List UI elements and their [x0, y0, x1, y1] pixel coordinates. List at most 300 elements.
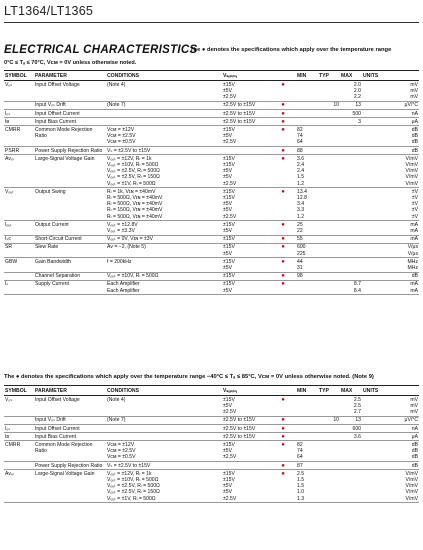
min-cell: [296, 396, 318, 417]
supply-cell-line: ±15V: [223, 396, 235, 403]
conditions-cell-line: Vₛ = ±2.5V to ±15V: [107, 147, 151, 154]
supply-cell: [222, 280, 270, 294]
supply-cell-line: ±5V: [223, 168, 233, 175]
supply-cell: [222, 147, 270, 155]
parameter-cell: Short-Circuit Current: [34, 235, 106, 243]
supply-cell-line: ±2.5V: [223, 409, 237, 416]
parameter-cell: Common Mode Rejection Ratio: [34, 126, 106, 147]
symbol-cell: Iₒᵤₜ: [4, 221, 34, 235]
supply-cell-line: ±5V: [223, 489, 233, 496]
temp-range-dot-icon: ●: [270, 118, 296, 126]
max-cell-line: 13: [355, 417, 361, 424]
units-cell-line: V/μs: [407, 250, 418, 257]
conditions-cell: [106, 396, 222, 417]
typ-cell: [318, 235, 340, 243]
supply-cell-line: ±5V: [223, 201, 233, 208]
typ-cell: [318, 155, 340, 188]
parameter-cell: Input Offset Current: [34, 425, 106, 433]
min-cell: [296, 416, 318, 424]
supply-cell-line: ±15V: [223, 155, 235, 162]
units-cell: [362, 101, 419, 109]
units-cell-line: mA: [410, 236, 418, 243]
units-cell-line: mA: [410, 221, 418, 228]
table-row: [4, 110, 419, 118]
max-cell-line: 500: [352, 110, 361, 117]
parameter-cell: Supply Current: [34, 280, 106, 294]
units-cell-line: dB: [411, 147, 418, 154]
min-cell-line: 44: [297, 258, 303, 265]
units-cell: [362, 126, 419, 147]
max-cell-line: 8.7: [353, 281, 361, 288]
min-cell: [296, 462, 318, 470]
supply-cell-line: ±5V: [223, 264, 233, 271]
supply-cell-line: ±2.5V: [223, 454, 237, 461]
units-cell-line: mA: [410, 281, 418, 288]
conditions-cell: [106, 147, 222, 155]
conditions-cell-line: Vᴄᴍ = ±0.5V: [107, 454, 136, 461]
units-cell-line: mV: [410, 402, 418, 409]
conditions-cell-line: Rₗ = 500Ω, Vɪɴ = ±40mV: [107, 194, 163, 201]
conditions-cell-line: (Note 4): [107, 396, 126, 403]
min-cell-line: 55: [297, 236, 303, 243]
max-cell: [340, 101, 362, 109]
table-row: [4, 147, 419, 155]
table-row: [4, 81, 419, 102]
units-cell-line: μV/°C: [404, 102, 418, 109]
supply-cell-line: ±15V: [223, 258, 235, 265]
conditions-cell-line: Rₗ = 1k, Vɪɴ = ±40mV: [107, 188, 156, 195]
section-note-text: The ● denotes the specifications which apply over the temperature range: [190, 47, 392, 53]
conditions-cell: [106, 118, 222, 126]
supply-cell: [222, 126, 270, 147]
min-cell-line: 31: [297, 264, 303, 271]
typ-cell: [318, 147, 340, 155]
col-symbol: SYMBOL: [4, 386, 34, 396]
conditions-cell-line: Vₒᵤₜ = ±2.5V, Rₗ = 150Ω: [107, 489, 160, 496]
conditions-cell-line: Rₗ = 500Ω, Vɪɴ = ±40mV: [107, 213, 163, 220]
typ-cell: [318, 272, 340, 280]
table-row: [4, 470, 419, 503]
typ-cell: [318, 101, 340, 109]
min-cell-line: 600: [297, 244, 306, 251]
units-cell-line: V/μs: [407, 244, 418, 251]
units-cell-line: V/mV: [405, 483, 418, 490]
min-cell: [296, 155, 318, 188]
units-cell-line: V/mV: [405, 155, 418, 162]
min-cell-line: 1.2: [297, 213, 305, 220]
symbol-cell: Iₛ: [4, 280, 34, 294]
units-cell-line: dB: [411, 126, 418, 133]
supply-cell-line: ±5V: [223, 174, 233, 181]
units-cell-line: V/mV: [405, 168, 418, 175]
min-cell: [296, 441, 318, 462]
symbol-cell: GBW: [4, 258, 34, 272]
supply-cell-line: ±15V: [223, 470, 235, 477]
header-rule: [4, 22, 419, 23]
conditions-cell: [106, 416, 222, 424]
conditions-cell-line: Vₒᵤₜ = ±3.3V: [107, 227, 135, 234]
supply-cell-line: ±2.5V: [223, 139, 237, 146]
supply-cell-line: ±15V: [223, 221, 235, 228]
conditions-cell-line: Vₒᵤₜ = ±10V, Rₗ = 500Ω: [107, 476, 159, 483]
min-cell: [296, 470, 318, 503]
conditions-cell-line: Vᴄᴍ = ±0.5V: [107, 139, 136, 146]
supply-cell-line: ±15V: [223, 441, 235, 448]
spec-table-1-body: [4, 81, 419, 295]
temp-range-dot-icon: ●: [270, 280, 296, 294]
parameter-cell: Input Offset Voltage: [34, 81, 106, 102]
col-typ: TYP: [318, 71, 340, 81]
temp-range-dot-icon: ●: [270, 221, 296, 235]
temp-range-dot-icon: ●: [270, 441, 296, 462]
max-cell-line: 3.6: [353, 433, 361, 440]
temp-range-dot-icon: ●: [270, 470, 296, 503]
typ-cell: [318, 110, 340, 118]
temp-range-dot-icon: ●: [270, 81, 296, 102]
units-cell-line: mA: [410, 287, 418, 294]
supply-cell-line: ±5V: [223, 448, 233, 455]
units-cell: [362, 155, 419, 188]
max-cell: [340, 118, 362, 126]
units-cell: [362, 416, 419, 424]
col-dot: [270, 71, 296, 81]
section-note: [190, 47, 391, 53]
conditions-cell: [106, 126, 222, 147]
conditions-cell: [106, 280, 222, 294]
parameter-cell: Gain Bandwidth: [34, 258, 106, 272]
parameter-cell: Channel Separation: [34, 272, 106, 280]
supply-cell: [222, 243, 270, 257]
col-max: MAX: [340, 386, 362, 396]
units-cell-line: μA: [411, 118, 418, 125]
conditions-cell-line: f = 200kHz: [107, 258, 132, 265]
max-cell: [340, 441, 362, 462]
temp-range-dot-icon: ●: [270, 433, 296, 441]
temp-range-dot-icon: ●: [270, 416, 296, 424]
supply-cell: [222, 272, 270, 280]
supply-cell: [222, 396, 270, 417]
conditions-cell: [106, 258, 222, 272]
max-cell-line: 3: [358, 118, 361, 125]
symbol-cell: [4, 416, 34, 424]
min-cell: [296, 110, 318, 118]
supply-cell-line: ±2.5V to ±15V: [223, 118, 256, 125]
page-header: LT1364/LT1365: [4, 4, 94, 18]
min-cell: [296, 235, 318, 243]
units-cell: [362, 221, 419, 235]
units-cell-line: mV: [410, 396, 418, 403]
supply-cell: [222, 235, 270, 243]
typ-cell: [318, 188, 340, 221]
min-cell-line: 2.5: [297, 470, 305, 477]
symbol-cell: [4, 462, 34, 470]
conditions-cell: [106, 425, 222, 433]
supply-cell: [222, 433, 270, 441]
symbol-cell: Aᴠₒₗ: [4, 470, 34, 503]
temp-range-dot-icon: ●: [270, 188, 296, 221]
conditions-cell-line: Vₒᵤₜ = 0V, Vɪɴ = ±3V: [107, 236, 154, 243]
units-cell: [362, 470, 419, 503]
min-cell: [296, 221, 318, 235]
max-cell: [340, 416, 362, 424]
temp-range-dot-icon: ●: [270, 155, 296, 188]
supply-cell-line: ±2.5V to ±15V: [223, 102, 256, 109]
symbol-cell: CMRR: [4, 441, 34, 462]
parameter-cell: Slew Rate: [34, 243, 106, 257]
symbol-cell: Aᴠₒₗ: [4, 155, 34, 188]
min-cell-line: 1.2: [297, 180, 305, 187]
symbol-cell: Iₛᴄ: [4, 235, 34, 243]
max-cell-line: 2.5: [353, 396, 361, 403]
units-cell-line: ±V: [411, 194, 418, 201]
supply-cell-line: ±5V: [223, 227, 233, 234]
conditions-cell-line: Vₒᵤₜ = ±10V, Rₗ = 500Ω: [107, 273, 159, 280]
col-conditions: CONDITIONS: [106, 386, 222, 396]
parameter-cell: Input Offset Current: [34, 110, 106, 118]
min-cell: [296, 280, 318, 294]
min-cell-line: 12.8: [297, 194, 307, 201]
symbol-cell: CMRR: [4, 126, 34, 147]
conditions-cell: [106, 243, 222, 257]
units-cell-line: dB: [411, 448, 418, 455]
col-typ: TYP: [318, 386, 340, 396]
temp-range-dot-icon: ●: [270, 147, 296, 155]
max-cell-line: 2.5: [353, 402, 361, 409]
max-cell-line: 600: [352, 425, 361, 432]
parameter-cell: Output Current: [34, 221, 106, 235]
units-cell-line: V/mV: [405, 161, 418, 168]
conditions-cell-line: Aᴠ = −2, (Note 5): [107, 244, 146, 251]
typ-cell: [318, 258, 340, 272]
units-cell-line: V/mV: [405, 180, 418, 187]
max-cell: [340, 243, 362, 257]
supply-cell: [222, 470, 270, 503]
supply-cell: [222, 155, 270, 188]
supply-cell-line: ±5V: [223, 483, 233, 490]
conditions-cell: [106, 221, 222, 235]
min-cell-line: 3.3: [297, 207, 305, 214]
parameter-cell: Output Swing: [34, 188, 106, 221]
parameter-cell: Power Supply Rejection Ratio: [34, 462, 106, 470]
supply-cell-line: ±5V: [223, 207, 233, 214]
min-cell: [296, 258, 318, 272]
symbol-cell: [4, 272, 34, 280]
supply-cell-line: ±15V: [223, 126, 235, 133]
conditions-cell-line: Vₒᵤₜ = ±12.8V: [107, 221, 138, 228]
min-cell-line: 1.5: [297, 476, 305, 483]
min-cell-line: 88: [297, 147, 303, 154]
min-cell-line: 1.5: [297, 174, 305, 181]
col-parameter: PARAMETER: [34, 386, 106, 396]
units-cell-line: ±V: [411, 188, 418, 195]
supply-cell-line: ±2.5V to ±15V: [223, 433, 256, 440]
units-cell-line: dB: [411, 462, 418, 469]
supply-cell: [222, 188, 270, 221]
temp-range-dot-icon: ●: [270, 425, 296, 433]
supply-cell: [222, 462, 270, 470]
table-row: [4, 416, 419, 424]
supply-cell-line: ±15V: [223, 81, 235, 88]
min-cell-line: 2.4: [297, 161, 305, 168]
conditions-cell-line: Vₒᵤₜ = ±2.5V, Rₗ = 500Ω: [107, 483, 160, 490]
spec-table-1-header: [4, 71, 419, 81]
typ-cell-line: 10: [333, 417, 339, 424]
supply-cell-line: ±2.5V: [223, 180, 237, 187]
parameter-cell: Common Mode Rejection Ratio: [34, 441, 106, 462]
conditions-cell: [106, 441, 222, 462]
max-cell-line: 2.0: [353, 87, 361, 94]
max-cell: [340, 425, 362, 433]
col-supply: Vₛᵤₚₚₗᵧ: [222, 71, 270, 81]
units-cell-line: nA: [411, 110, 418, 117]
temp-range-dot-icon: ●: [270, 235, 296, 243]
units-cell: [362, 188, 419, 221]
max-cell: [340, 221, 362, 235]
temp-range-dot-icon: ●: [270, 101, 296, 109]
min-cell-line: 3.6: [297, 155, 305, 162]
conditions-cell-line: Vₒᵤₜ = ±12V, Rₗ = 1k: [107, 155, 152, 162]
supply-cell-line: ±2.5V to ±15V: [223, 417, 256, 424]
typ-cell: [318, 243, 340, 257]
max-cell-line: 2.7: [353, 409, 361, 416]
units-cell-line: V/mV: [405, 495, 418, 502]
units-cell-line: V/mV: [405, 476, 418, 483]
table-row: [4, 272, 419, 280]
min-cell-line: 1.5: [297, 483, 305, 490]
col-conditions: CONDITIONS: [106, 71, 222, 81]
parameter-cell: Input Vₒₛ Drift: [34, 416, 106, 424]
units-cell: [362, 258, 419, 272]
col-dot: [270, 386, 296, 396]
conditions-cell: [106, 188, 222, 221]
min-cell-line: 25: [297, 221, 303, 228]
symbol-cell: Vₒₛ: [4, 81, 34, 102]
table-row: [4, 118, 419, 126]
typ-cell: [318, 441, 340, 462]
typ-cell: [318, 81, 340, 102]
table-row: [4, 425, 419, 433]
symbol-cell: PSRR: [4, 147, 34, 155]
supply-cell: [222, 425, 270, 433]
min-cell-line: 64: [297, 454, 303, 461]
units-cell-line: dB: [411, 273, 418, 280]
spec-table-1: [4, 70, 419, 295]
conditions-cell-line: Vₒᵤₜ = ±1V, Rₗ = 500Ω: [107, 180, 156, 187]
supply-cell: [222, 81, 270, 102]
min-cell: [296, 425, 318, 433]
max-cell: [340, 147, 362, 155]
units-cell: [362, 272, 419, 280]
conditions-cell: [106, 462, 222, 470]
conditions-cell-line: Vₒᵤₜ = ±2.5V, Rₗ = 150Ω: [107, 174, 160, 181]
typ-cell: [318, 118, 340, 126]
conditions-cell-line: Each Amplifier: [107, 281, 140, 288]
table-row: [4, 235, 419, 243]
min-cell: [296, 81, 318, 102]
temp-range-dot-icon: ●: [270, 462, 296, 470]
max-cell-line: 13: [355, 102, 361, 109]
max-cell: [340, 126, 362, 147]
supply-cell-line: ±15V: [223, 194, 235, 201]
col-symbol: SYMBOL: [4, 71, 34, 81]
conditions-cell-line: Vₒᵤₜ = ±1V, Rₗ = 500Ω: [107, 495, 156, 502]
units-cell: [362, 462, 419, 470]
typ-cell: [318, 425, 340, 433]
units-cell-line: nA: [411, 425, 418, 432]
supply-cell: [222, 221, 270, 235]
conditions-cell: [106, 110, 222, 118]
units-cell: [362, 118, 419, 126]
supply-cell-line: ±15V: [223, 281, 235, 288]
col-min: MIN: [296, 386, 318, 396]
min-cell-line: 64: [297, 139, 303, 146]
min-cell-line: 98: [297, 273, 303, 280]
min-cell-line: 13.4: [297, 188, 307, 195]
supply-cell: [222, 110, 270, 118]
parameter-cell: Large-Signal Voltage Gain: [34, 470, 106, 503]
spec-table-2-header: [4, 386, 419, 396]
supply-cell-line: ±5V: [223, 87, 233, 94]
col-units: UNITS: [362, 386, 419, 396]
conditions-cell-line: Vᴄᴍ = ±12V: [107, 126, 135, 133]
units-cell-line: ±V: [411, 201, 418, 208]
table-row: [4, 396, 419, 417]
table-row: [4, 280, 419, 294]
units-cell: [362, 243, 419, 257]
table-row: [4, 126, 419, 147]
header-row: [4, 71, 419, 81]
units-cell-line: ±V: [411, 207, 418, 214]
units-cell-line: MHz: [407, 258, 418, 265]
spec-table-2: [4, 385, 419, 503]
typ-cell: [318, 433, 340, 441]
supply-cell-line: ±2.5V to ±15V: [223, 425, 256, 432]
max-cell: [340, 110, 362, 118]
units-cell-line: V/mV: [405, 470, 418, 477]
units-cell-line: V/mV: [405, 174, 418, 181]
section2-note: The ● denotes the specifications which apply over the temperature range −40°C ≤ Tₐ ≤ 85°C, Vᴄᴍ = 0V unless otherwise noted. (Note 9): [4, 374, 374, 380]
header-row: [4, 386, 419, 396]
conditions-cell: [106, 155, 222, 188]
symbol-cell: Vₒᵤₜ: [4, 188, 34, 221]
temp-range-dot-icon: ●: [270, 243, 296, 257]
typ-cell: [318, 470, 340, 503]
max-cell: [340, 258, 362, 272]
max-cell: [340, 462, 362, 470]
max-cell: [340, 155, 362, 188]
conditions-cell-line: Vᴄᴍ = ±12V: [107, 441, 135, 448]
table-row: [4, 243, 419, 257]
col-supply: Vₛᵤₚₚₗᵧ: [222, 386, 270, 396]
min-cell-line: 22: [297, 227, 303, 234]
conditions-cell: [106, 470, 222, 503]
min-cell-line: 74: [297, 133, 303, 140]
conditions-cell-line: Rₗ = 150Ω, Vɪɴ = ±40mV: [107, 207, 163, 214]
symbol-cell: [4, 101, 34, 109]
typ-cell: [318, 396, 340, 417]
supply-cell-line: ±5V: [223, 287, 233, 294]
supply-cell-line: ±15V: [223, 273, 235, 280]
max-cell: [340, 433, 362, 441]
units-cell: [362, 81, 419, 102]
supply-cell-line: ±15V: [223, 236, 235, 243]
supply-cell: [222, 441, 270, 462]
table-row: [4, 101, 419, 109]
min-cell-line: 2.4: [297, 168, 305, 175]
conditions-cell-line: Vₒᵤₜ = ±12V, Rₗ = 1k: [107, 470, 152, 477]
col-min: MIN: [296, 71, 318, 81]
units-cell-line: μA: [411, 433, 418, 440]
